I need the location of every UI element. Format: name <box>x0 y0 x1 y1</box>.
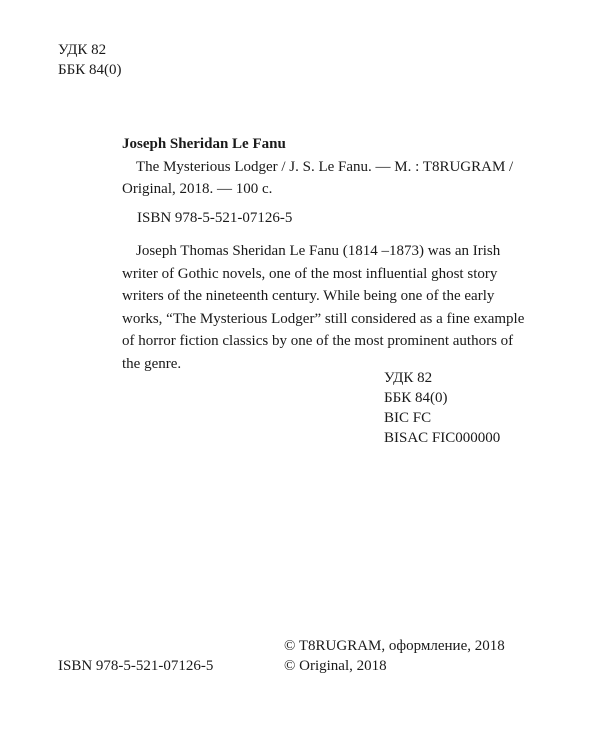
annotation-line: works, “The Mysterious Lodger” still considered as a fine example <box>122 310 525 327</box>
bbk-code: ББК 84(0) <box>58 62 122 78</box>
biblio-line-1: The Mysterious Lodger / J. S. Le Fanu. — M. : T8RUGRAM / <box>136 159 514 175</box>
copyright-original: © Original, 2018 <box>284 658 387 674</box>
copyright-publisher: © T8RUGRAM, оформление, 2018 <box>284 638 505 654</box>
isbn-entry: ISBN 978-5-521-07126-5 <box>137 210 293 226</box>
biblio-line-2: Original, 2018. — 100 c. <box>122 181 273 197</box>
author-name: Joseph Sheridan Le Fanu <box>122 136 286 152</box>
bibliographic-record <box>122 156 514 200</box>
annotation <box>122 240 525 375</box>
bic-code: BIC FC <box>384 410 432 426</box>
udk-code-right: УДК 82 <box>384 370 433 386</box>
isbn-bottom: ISBN 978-5-521-07126-5 <box>58 658 214 674</box>
annotation-line: writer of Gothic novels, one of the most influential ghost story <box>122 265 498 282</box>
copyright-notices <box>284 636 505 676</box>
classification-codes <box>384 368 500 448</box>
annotation-line: of horror fiction classics by one of the most prominent authors of <box>122 333 514 349</box>
annotation-line: the genre. <box>122 355 182 372</box>
annotation-line: writers of the nineteenth century. While being one of the early <box>122 288 495 304</box>
bbk-code-right: ББК 84(0) <box>384 390 448 406</box>
annotation-line: Joseph Thomas Sheridan Le Fanu (1814 –1873) was an Irish <box>136 243 501 259</box>
top-classification-codes <box>58 40 121 80</box>
bisac-code: BISAC FIC000000 <box>384 430 501 446</box>
udk-code: УДК 82 <box>58 42 107 58</box>
